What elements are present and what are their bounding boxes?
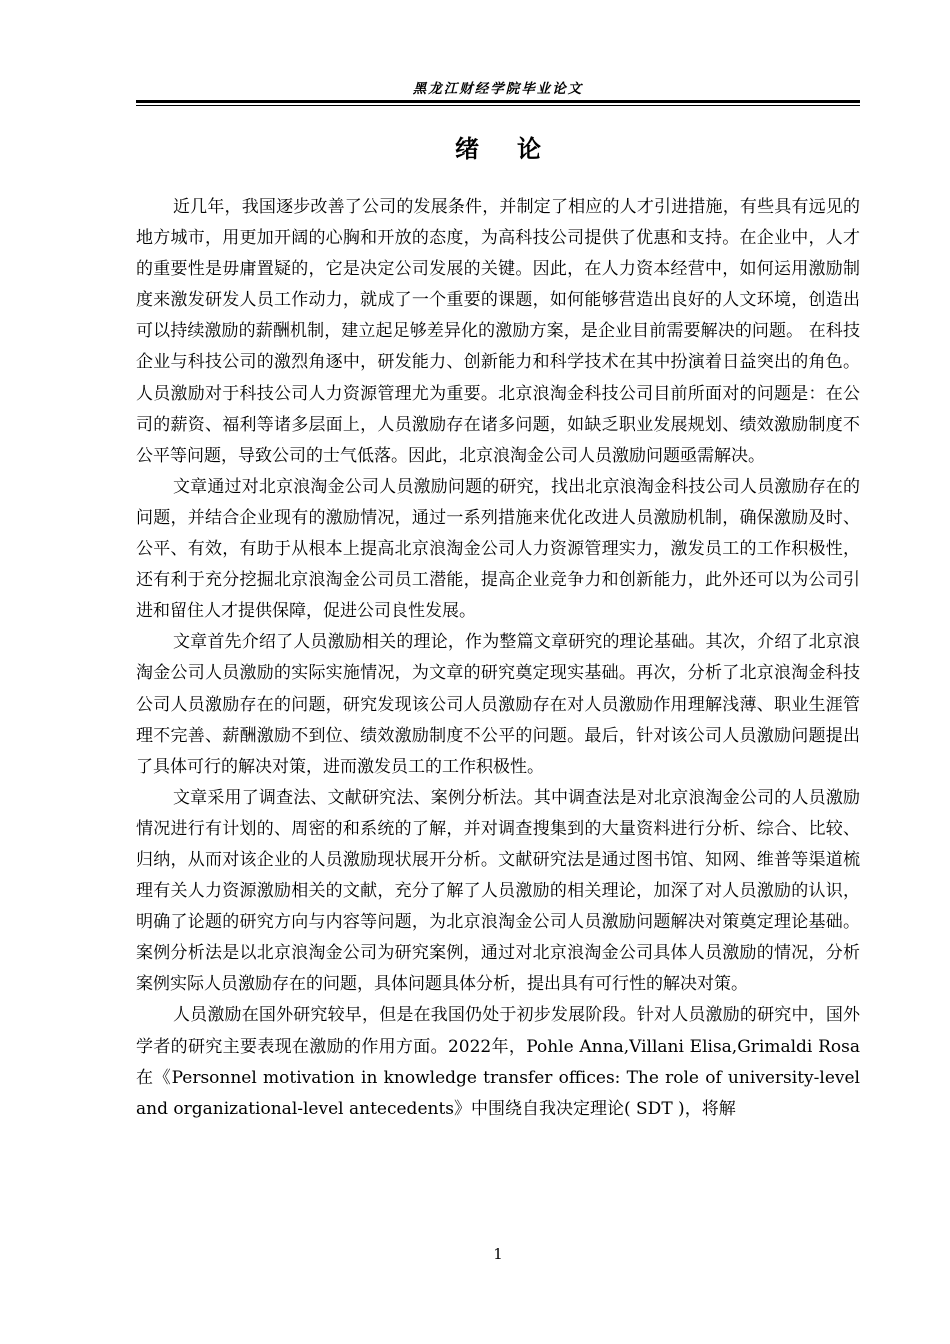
paragraph: 近几年，我国逐步改善了公司的发展条件，并制定了相应的人才引进措施，有些具有远见的地方城市，用更加开阔的心胸和开放的态度，为高科技公司提供了优惠和支持。在企业中，人才的重要性是毋庸置疑的，它是决定公司发展的关键。因此，在人力资本经营中，如何运用激励制度来激发研发人员工作动力，就成了一个重要的课题，如何能够营造出良好的人文环境，创造出可以持续激励的薪酬机制，建立起足够差异化的激励方案，是企业目前需要解决的问题。 在科技企业与科技公司的激烈角逐中，研发能力、创新能力和科学技术在其中扮演着日益突出的角色。人员激励对于科技公司人力资源管理尤为重要。北京浪淘金科技公司目前所面对的问题是：在公司的薪资、福利等诸多层面上，人员激励存在诸多问题，如缺乏职业发展规划、绩效激励制度不公平等问题，导致公司的士气低落。因此，北京浪淘金公司人员激励问题亟需解决。 — [136, 197, 860, 466]
chapter-title: 绪论 — [455, 135, 579, 163]
header-rule-thick — [136, 100, 860, 103]
running-header: 黑龙江财经学院毕业论文 — [412, 81, 584, 97]
paragraph: 文章首先介绍了人员激励相关的理论，作为整篇文章研究的理论基础。其次，介绍了北京浪淘金公司人员激励的实际实施情况，为文章的研究奠定现实基础。再次，分析了北京浪淘金科技公司人员激励存在的问题，研究发现该公司人员激励存在对人员激励作用理解浅薄、职业生涯管理不完善、薪酬激励不到位、绩效激励制度不公平的问题。最后，针对该公司人员激励问题提出了具体可行的解决对策，进而激发员工的工作积极性。 — [136, 632, 860, 777]
paragraph: 文章通过对北京浪淘金公司人员激励问题的研究，找出北京浪淘金科技公司人员激励存在的问题，并结合企业现有的激励情况，通过一系列措施来优化改进人员激励机制，确保激励及时、公平、有效，有助于从根本上提高北京浪淘金公司人力资源管理实力，激发员工的工作积极性，还有利于充分挖掘北京浪淘金公司员工潜能，提高企业竞争力和创新能力，此外还可以为公司引进和留住人才提供保障，促进公司良性发展。 — [136, 476, 860, 622]
paragraph: 人员激励在国外研究较早，但是在我国仍处于初步发展阶段。针对人员激励的研究中，国外学者的研究主要表现在激励的作用方面。2022年，Pohle Anna,Villani Elisa,Grimaldi Rosa在《Personnel motivation in knowledge transfer offices: The role of university-level and organizational-level antecedents》中围绕自我决定理论( SDT )，将解 — [136, 1005, 860, 1119]
page-number: 1 — [493, 1245, 503, 1263]
body-text — [136, 192, 860, 1125]
paragraph: 文章采用了调查法、文献研究法、案例分析法。其中调查法是对北京浪淘金公司的人员激励情况进行有计划的、周密的和系统的了解，并对调查搜集到的大量资料进行分析、综合、比较、归纳，从而对该企业的人员激励现状展开分析。文献研究法是通过图书馆、知网、维普等渠道梳理有关人力资源激励相关的文献，充分了解了人员激励的相关理论，加深了对人员激励的认识，明确了论题的研究方向与内容等问题，为北京浪淘金公司人员激励问题解决对策奠定理论基础。案例分析法是以北京浪淘金公司为研究案例，通过对北京浪淘金公司具体人员激励的情况，分析案例实际人员激励存在的问题，具体问题具体分析，提出具有可行性的解决对策。 — [136, 787, 860, 995]
header-rule-thin — [136, 105, 860, 106]
